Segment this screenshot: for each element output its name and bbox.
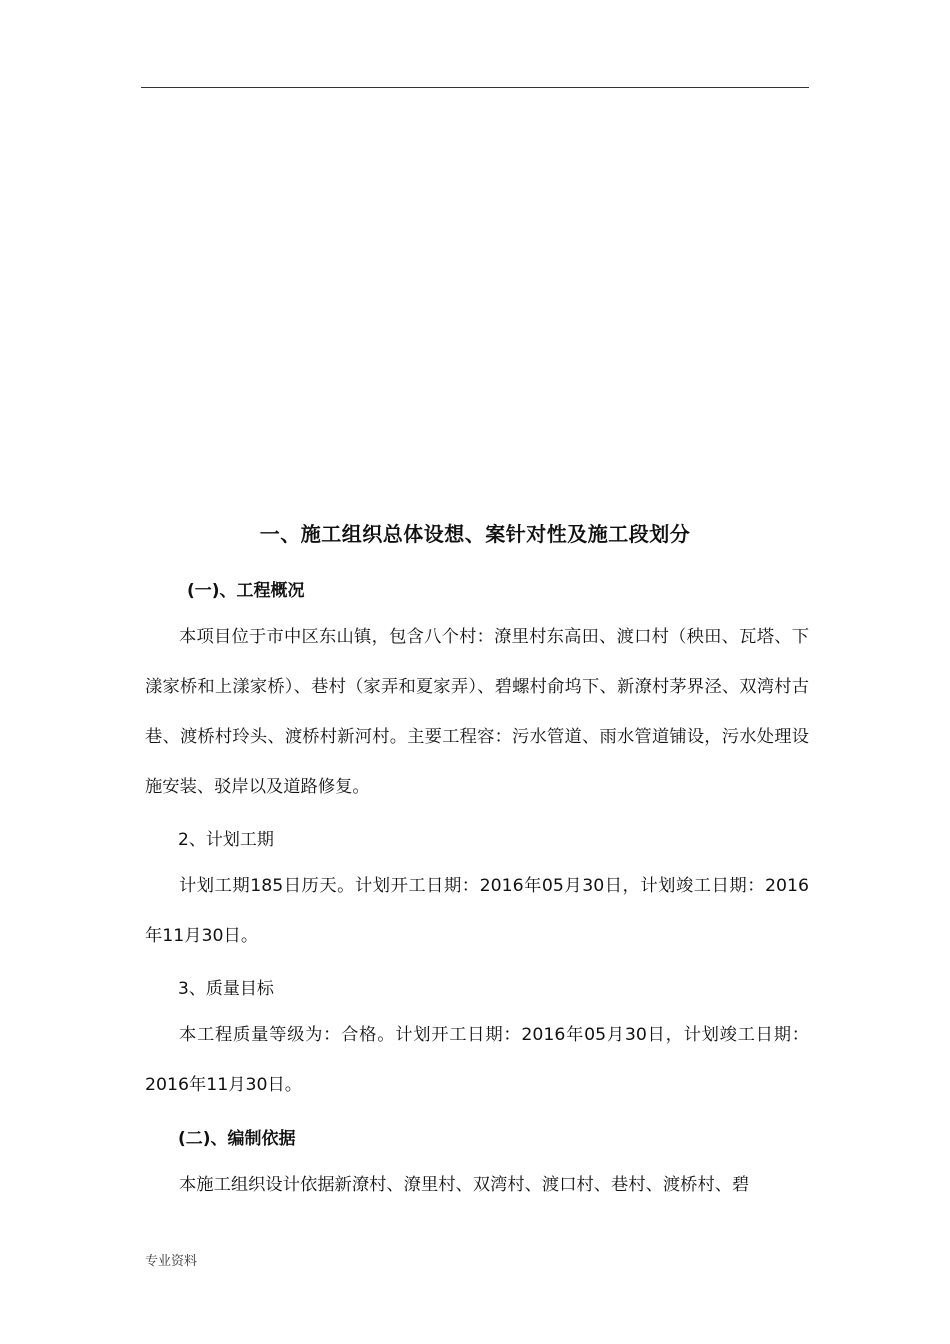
paragraph-project-overview: 本项目位于市中区东山镇，包含八个村：潦里村东高田、渡口村（秧田、瓦塔、下漾家桥和上漾家桥）、巷村（家弄和夏家弄）、碧螺村俞坞下、新潦村茅界泾、双湾村古巷、渡桥村玲头、渡桥村新河村。主要工程容：污水管道、雨水管道铺设，污水处理设施安装、驳岸以及道路修复。 (145, 627, 809, 797)
header-rule (141, 87, 809, 88)
paragraph-quality-target: 本工程质量等级为：合格。计划开工日期：2016年05月30日，计划竣工日期：2016年11月30日。 (145, 1025, 809, 1095)
paragraph-basis: 本施工组织设计依据新潦村、潦里村、双湾村、渡口村、巷村、渡桥村、碧 (179, 1175, 750, 1195)
paragraph-schedule: 计划工期185日历天。计划开工日期：2016年05月30日，计划竣工日期：2016年11月30日。 (145, 876, 809, 946)
footer-label: 专业资料 (145, 1254, 198, 1269)
section-title: 一、施工组织总体设想、案针对性及施工段划分 (259, 522, 691, 546)
heading-project-overview: (一)、工程概况 (187, 581, 305, 601)
heading-schedule: 2、计划工期 (178, 830, 274, 850)
heading-basis: (二)、编制依据 (178, 1129, 296, 1149)
heading-quality-target: 3、质量目标 (178, 979, 274, 999)
